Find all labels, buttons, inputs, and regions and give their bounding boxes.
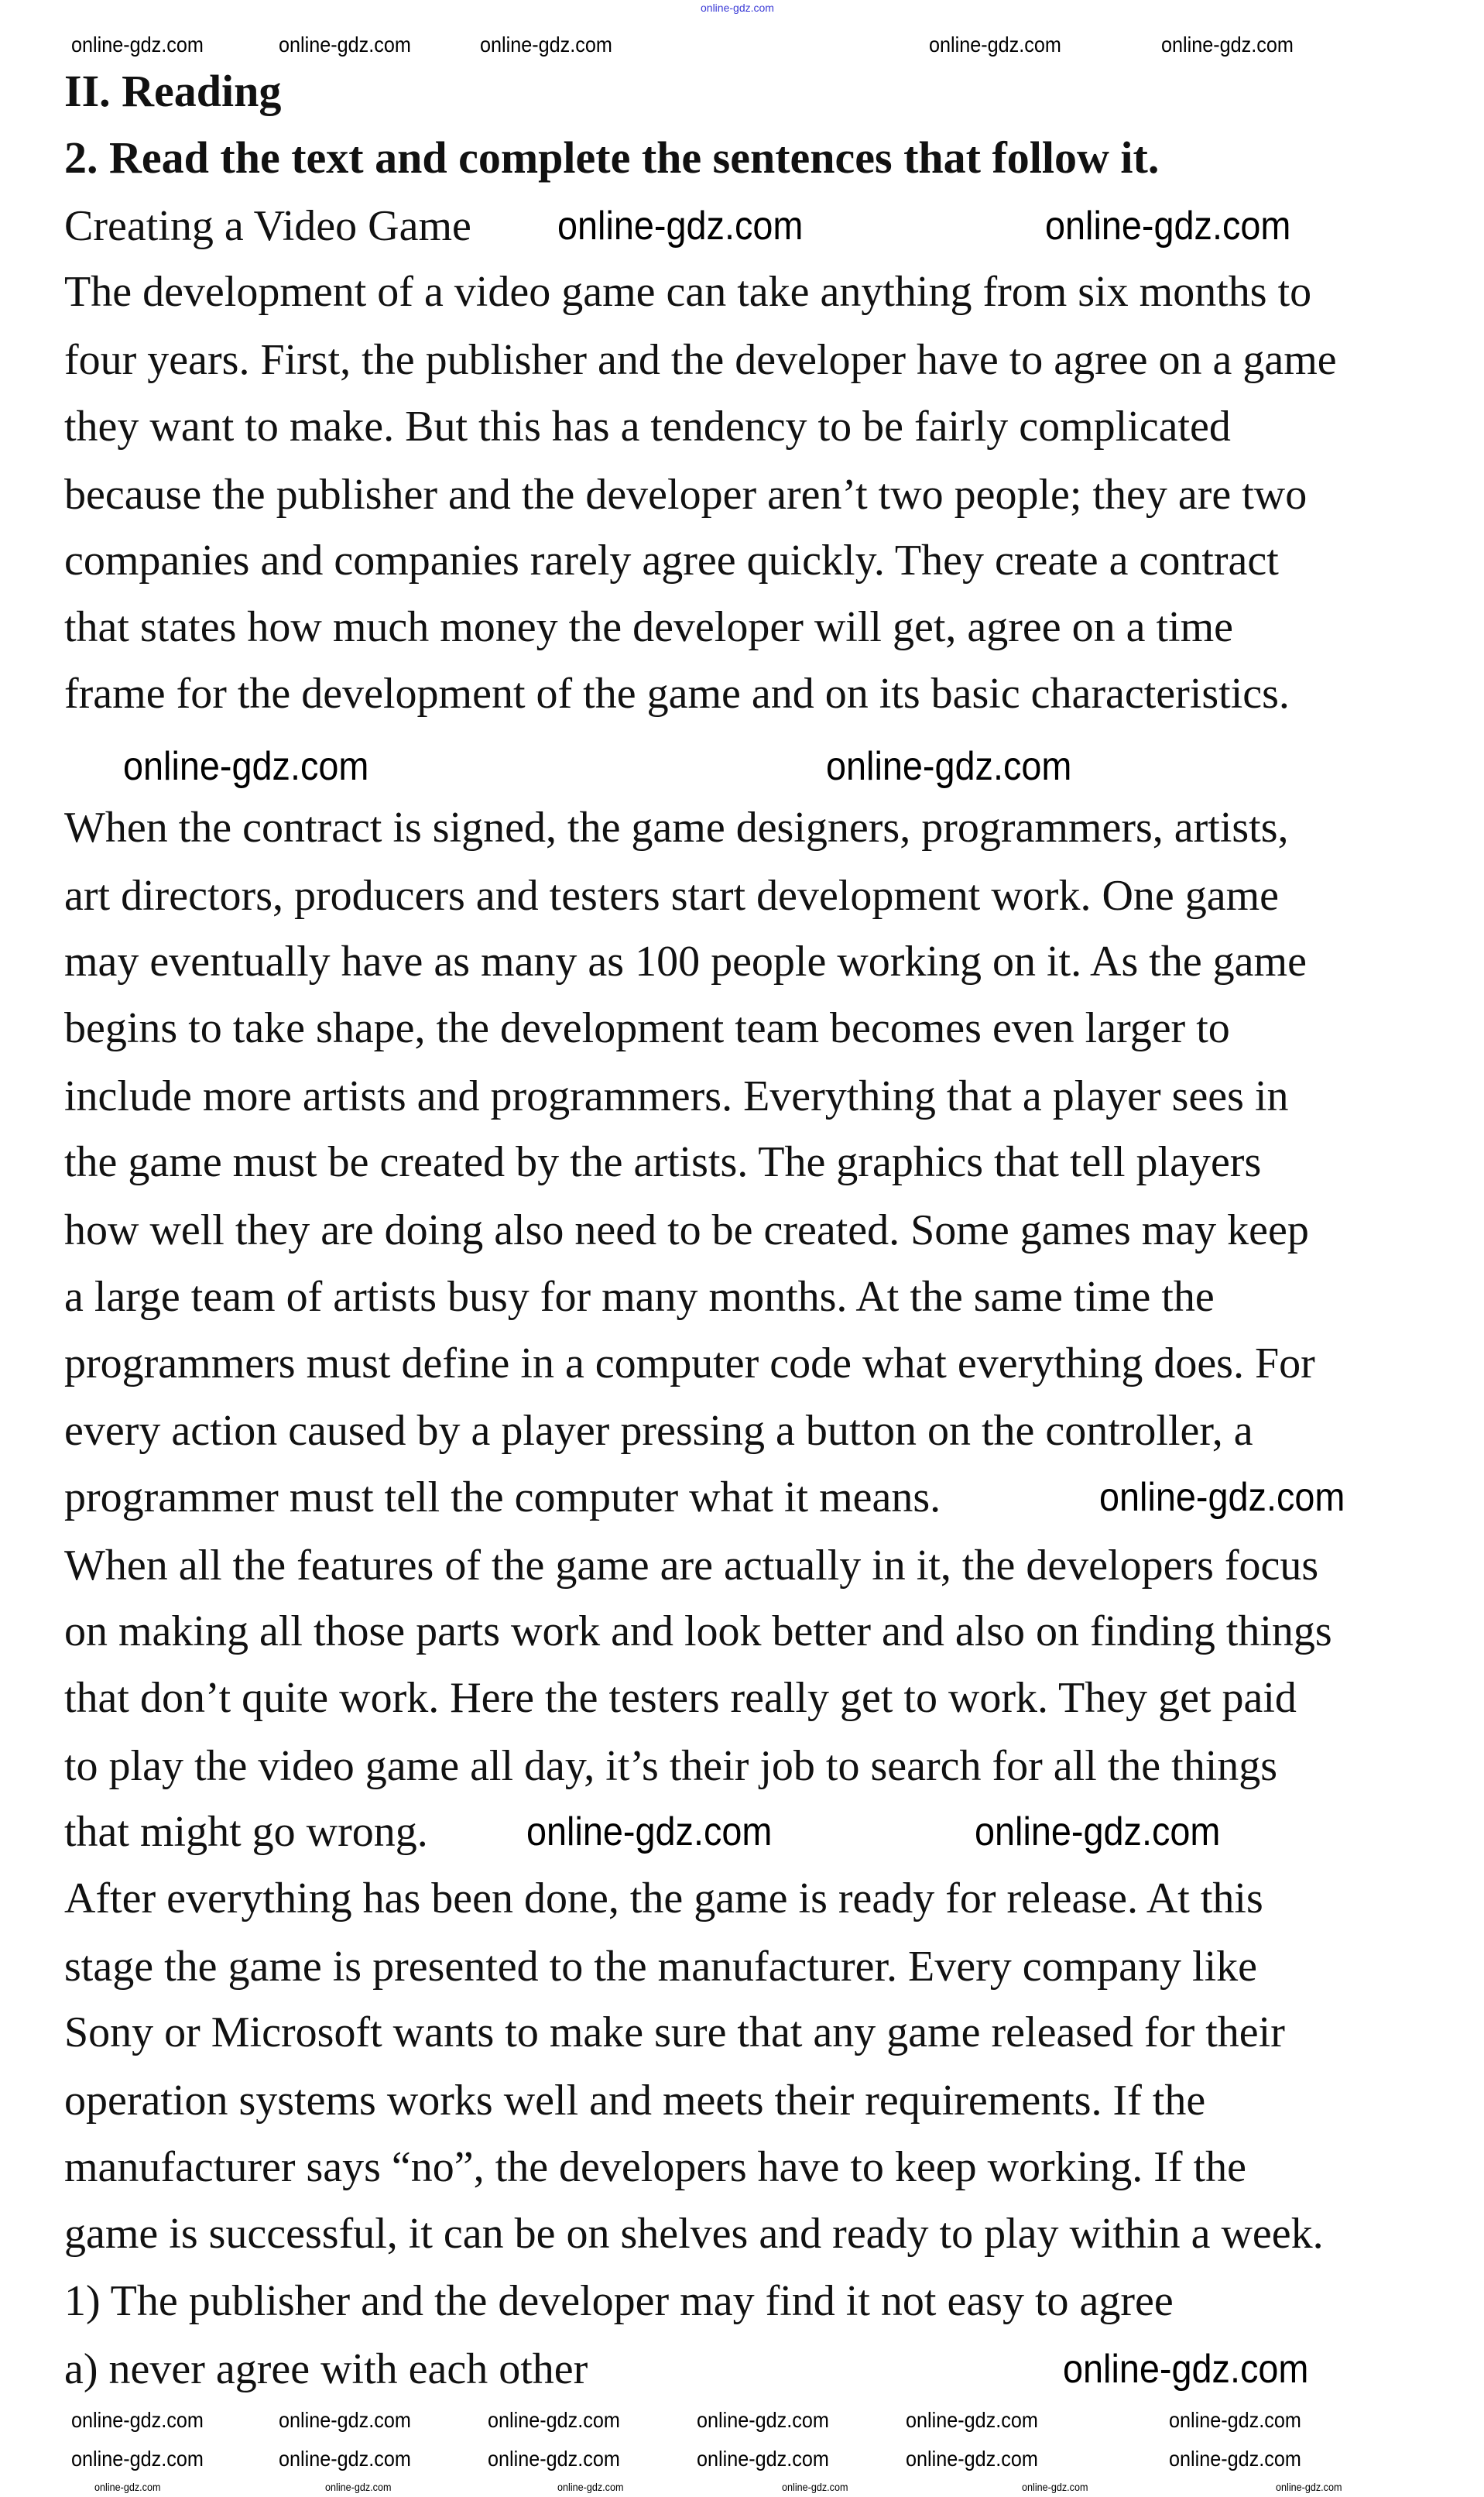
text-line: the game must be created by the artists. The graphics that tell players (64, 1138, 1262, 1186)
watermark: online-gdz.com (123, 744, 369, 789)
text-line: game is successful, it can be on shelves and ready to play within a week. (64, 2210, 1324, 2258)
text-line: Sony or Microsoft wants to make sure that any game released for their (64, 2008, 1285, 2056)
text-line: how well they are doing also need to be created. Some games may keep (64, 1206, 1309, 1254)
text-line: After everything has been done, the game is ready for release. At this (64, 1874, 1263, 1922)
watermark: online-gdz.com (488, 2408, 620, 2432)
watermark: online-gdz.com (279, 33, 411, 57)
watermark: online-gdz.com (557, 2481, 624, 2493)
text-title: Creating a Video Game (64, 202, 471, 250)
text-line: to play the video game all day, it’s their job to search for all the things (64, 1742, 1278, 1790)
section-title: II. Reading (64, 66, 282, 116)
watermark-top: online-gdz.com (701, 2, 774, 14)
watermark: online-gdz.com (1045, 204, 1291, 249)
watermark: online-gdz.com (1169, 2408, 1301, 2432)
watermark: online-gdz.com (279, 2447, 411, 2471)
watermark: online-gdz.com (1099, 1475, 1345, 1520)
text-line: they want to make. But this has a tendency to be fairly complicated (64, 403, 1231, 451)
watermark: online-gdz.com (279, 2408, 411, 2432)
task-title: 2. Read the text and complete the sentences that follow it. (64, 132, 1160, 183)
text-line: include more artists and programmers. Everything that a player sees in (64, 1072, 1289, 1120)
watermark: online-gdz.com (975, 1809, 1221, 1854)
watermark: online-gdz.com (826, 744, 1072, 789)
watermark: online-gdz.com (697, 2408, 829, 2432)
text-line: every action caused by a player pressing a button on the controller, a (64, 1407, 1253, 1455)
text-line: may eventually have as many as 100 people working on it. As the game (64, 938, 1307, 986)
text-line: on making all those parts work and look better and also on finding things (64, 1607, 1332, 1655)
option-a: a) never agree with each other (64, 2345, 588, 2393)
watermark: online-gdz.com (906, 2408, 1038, 2432)
watermark: online-gdz.com (557, 204, 804, 249)
watermark: online-gdz.com (906, 2447, 1038, 2471)
watermark: online-gdz.com (1161, 33, 1294, 57)
watermark: online-gdz.com (1169, 2447, 1301, 2471)
text-line: The development of a video game can take anything from six months to (64, 268, 1312, 316)
watermark: online-gdz.com (94, 2481, 161, 2493)
text-line: because the publisher and the developer aren’t two people; they are two (64, 471, 1307, 519)
watermark: online-gdz.com (1063, 2347, 1309, 2392)
watermark: online-gdz.com (325, 2481, 392, 2493)
text-line: operation systems works well and meets their requirements. If the (64, 2077, 1206, 2125)
watermark: online-gdz.com (1276, 2481, 1342, 2493)
text-line: four years. First, the publisher and the developer have to agree on a game (64, 336, 1337, 384)
question-1: 1) The publisher and the developer may find it not easy to agree (64, 2277, 1174, 2325)
watermark: online-gdz.com (480, 33, 612, 57)
text-line: that might go wrong. (64, 1808, 428, 1856)
text-line: programmers must define in a computer code what everything does. For (64, 1339, 1315, 1387)
text-line: frame for the development of the game and on its basic characteristics. (64, 670, 1290, 718)
text-line: that don’t quite work. Here the testers really get to work. They get paid (64, 1674, 1297, 1722)
text-line: begins to take shape, the development team becomes even larger to (64, 1004, 1230, 1052)
text-line: a large team of artists busy for many months. At the same time the (64, 1273, 1215, 1321)
watermark: online-gdz.com (929, 33, 1061, 57)
watermark: online-gdz.com (488, 2447, 620, 2471)
watermark: online-gdz.com (1022, 2481, 1088, 2493)
text-line: manufacturer says “no”, the developers have to keep working. If the (64, 2143, 1246, 2191)
text-line: art directors, producers and testers start development work. One game (64, 872, 1280, 920)
text-line: that states how much money the developer will get, agree on a time (64, 603, 1233, 651)
watermark: online-gdz.com (526, 1809, 773, 1854)
watermark: online-gdz.com (71, 2447, 204, 2471)
text-line: stage the game is presented to the manufacturer. Every company like (64, 1943, 1257, 1991)
watermark: online-gdz.com (697, 2447, 829, 2471)
text-line: When the contract is signed, the game designers, programmers, artists, (64, 804, 1289, 852)
text-line: programmer must tell the computer what it means. (64, 1473, 941, 1521)
watermark: online-gdz.com (782, 2481, 848, 2493)
watermark: online-gdz.com (71, 2408, 204, 2432)
text-line: When all the features of the game are actually in it, the developers focus (64, 1542, 1319, 1590)
text-line: companies and companies rarely agree quickly. They create a contract (64, 537, 1279, 585)
watermark: online-gdz.com (71, 33, 204, 57)
